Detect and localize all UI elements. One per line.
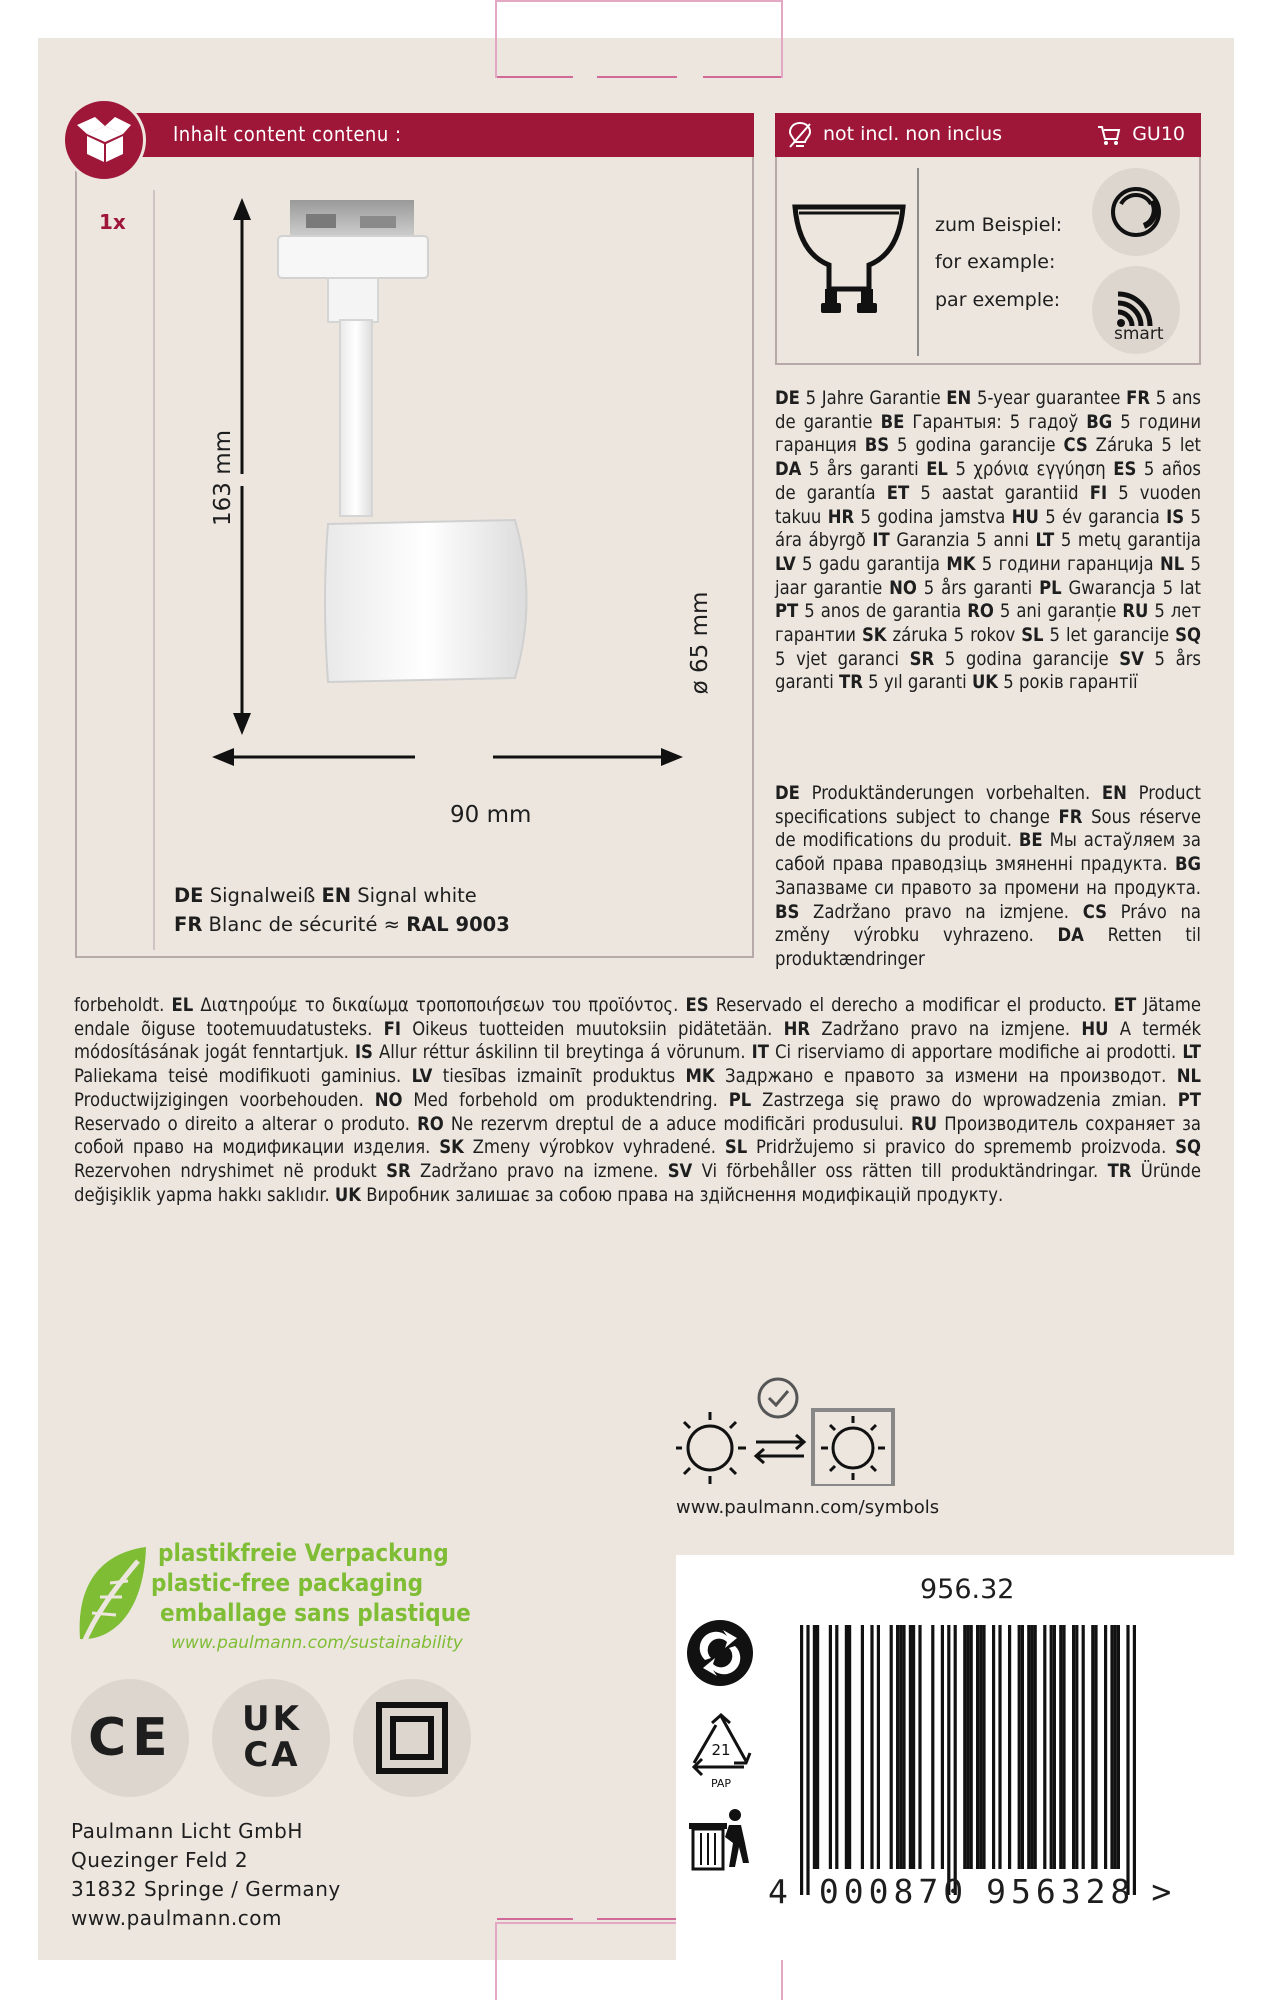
- lang-text: Запазваме си правото за промени на продукта.: [775, 877, 1201, 899]
- lang-code: UK: [334, 1184, 362, 1206]
- barcode-bar: [954, 1625, 957, 1895]
- color-note-line-1: [174, 884, 477, 907]
- lang-code: RU: [1122, 601, 1149, 623]
- barcode-bar: [800, 1625, 803, 1895]
- barcode-bar: [877, 1625, 880, 1869]
- lang-text: Reservado o direito a alterar o produto.: [74, 1113, 418, 1135]
- barcode-bar: [806, 1625, 809, 1895]
- lang-code: SV: [1119, 648, 1144, 670]
- lang-code: FI: [1089, 482, 1108, 504]
- lang-code: NO: [374, 1089, 403, 1111]
- lang-code: HR: [827, 506, 855, 528]
- lang-text: Reservado el derecho a modificar el producto.: [708, 995, 1114, 1016]
- barcode-bar: [979, 1625, 982, 1869]
- lang-text: Виробник залишає за собою права на здійснення модифікацій продукту.: [361, 1184, 1004, 1206]
- lang-code: TR: [1107, 1160, 1132, 1182]
- lang-code: EL: [926, 459, 948, 481]
- lang-text: Právo na změny výrobku vyhrazeno.: [775, 901, 1201, 947]
- quantity: 1x: [99, 210, 126, 234]
- barcode-bar: [902, 1625, 905, 1869]
- lang-text: Záruka 5 let: [1087, 435, 1201, 457]
- lang-text: Med forbehold om produktendring.: [402, 1089, 729, 1111]
- height-label: 163 mm: [210, 429, 236, 527]
- ean-end-mark: >: [1151, 1872, 1177, 1911]
- lang-code: SQ: [1175, 1137, 1201, 1159]
- top-cut-line: [703, 76, 781, 78]
- diameter-label: ø 65 mm: [687, 591, 713, 695]
- address-company: Paulmann Licht GmbH: [71, 1819, 303, 1843]
- content-divider: [153, 190, 155, 950]
- lang-code: DE: [775, 388, 800, 409]
- lang-text: 5 års garanti: [801, 459, 927, 481]
- barcode-bar: [896, 1625, 899, 1869]
- barcode-bar: [982, 1625, 985, 1869]
- lang-text: Üründe değişiklik yapma hakkı saklıdır.: [74, 1160, 1202, 1206]
- lang-code: CS: [1063, 435, 1088, 457]
- barcode-bar: [931, 1625, 934, 1869]
- lang-text: Produktänderungen vorbehalten.: [799, 783, 1102, 804]
- lang-code: SL: [724, 1137, 748, 1159]
- lang-code: NL: [1176, 1066, 1201, 1088]
- barcode-bar: [941, 1625, 944, 1869]
- lang-text: 5 yıl garanti: [862, 672, 972, 694]
- lang-code: SL: [1021, 625, 1044, 647]
- lang-text: Zmeny výrobkov vyhradené.: [463, 1137, 725, 1159]
- lang-code: SR: [909, 648, 935, 670]
- barcode-bar: [970, 1625, 973, 1869]
- lang-text: 5 години гаранция: [775, 411, 1201, 457]
- product-specs-text-continued: [74, 994, 1201, 1207]
- lang-text: 5 godina jamstva: [854, 506, 1012, 528]
- symbols-url[interactable]: www.paulmann.com/symbols: [676, 1497, 940, 1518]
- barcode-bar: [1110, 1625, 1113, 1869]
- barcode-bar: [1050, 1625, 1053, 1869]
- barcode-bar: [1030, 1625, 1033, 1869]
- green-dot-icon: [685, 1618, 755, 1688]
- lang-text: 5-year guarantee: [971, 388, 1127, 409]
- lang-code: EN: [1101, 783, 1127, 804]
- package-box-icon: [62, 98, 146, 182]
- lang-text: Allur réttur áskilinn til breytinga á vörunum.: [372, 1042, 752, 1064]
- barcode-bar: [1018, 1625, 1021, 1869]
- class-ii-icon: [353, 1679, 471, 1797]
- lang-code: SV: [667, 1160, 693, 1182]
- leaf-icon: [72, 1543, 152, 1655]
- barcode-bar: [813, 1625, 816, 1869]
- lang-text: 5 let garancije: [1043, 625, 1176, 647]
- barcode-bar: [1027, 1625, 1030, 1869]
- lang-code: MK: [685, 1066, 715, 1088]
- sustainability-url[interactable]: www.paulmann.com/sustainability: [171, 1633, 463, 1653]
- ean-group-1: 000870: [818, 1872, 969, 1911]
- lang-text: 5 års garanti: [775, 648, 1201, 694]
- barcode-bar: [1059, 1625, 1062, 1869]
- lang-code: DE: [775, 783, 800, 804]
- lang-text: Zadržano pravo na izmjene.: [810, 1018, 1082, 1040]
- lang-text: 5 години гаранција: [975, 553, 1160, 575]
- lang-code: DA: [1057, 925, 1084, 947]
- lang-text: Ci riserviamo di apportare modifiche ai prodotti.: [768, 1042, 1183, 1064]
- ukca-text: UK CA: [242, 1699, 302, 1775]
- lang-text: 5 лет гарантии: [775, 601, 1201, 647]
- eco-line-fr: emballage sans plastique: [160, 1599, 471, 1627]
- lang-text: Zadržano pravo na izmene.: [410, 1160, 668, 1182]
- lang-text: 5 godina garancije: [934, 648, 1120, 670]
- lang-code: CS: [1082, 901, 1107, 923]
- lang-code: SK: [861, 625, 887, 647]
- eco-line-en: plastic-free packaging: [151, 1569, 424, 1597]
- address-website[interactable]: www.paulmann.com: [71, 1906, 282, 1930]
- lang-code: FR: [1058, 806, 1083, 828]
- lang-code: LT: [1182, 1042, 1201, 1064]
- barcode-bar: [1043, 1625, 1046, 1869]
- lang-text: 5 ára ábyrgð: [775, 506, 1201, 552]
- lang-text: 5 vuoden takuu: [775, 482, 1202, 528]
- lang-code: FI: [383, 1018, 401, 1040]
- lang-code: ES: [1113, 459, 1137, 481]
- bulb-header-left: not incl. non inclus: [823, 123, 1003, 145]
- lang-code: IT: [872, 530, 890, 552]
- lang-code: FR: [174, 913, 203, 936]
- lang-code: RO: [967, 601, 994, 623]
- lang-text: tiesības izmainīt produktus: [432, 1066, 686, 1088]
- lang-text: záruka 5 rokov: [886, 625, 1022, 647]
- barcode-bar: [966, 1625, 969, 1869]
- top-cut-line: [497, 76, 573, 78]
- guarantee-text: [775, 387, 1201, 695]
- lang-code: LV: [411, 1066, 433, 1088]
- lang-code: BE: [880, 411, 905, 433]
- article-number: 956.32: [920, 1574, 1015, 1605]
- barcode-bar: [918, 1625, 921, 1869]
- bulb-not-included-icon: [787, 120, 813, 150]
- ukca-mark: [212, 1679, 330, 1797]
- track-spotlight-illustration: [160, 170, 740, 850]
- weee-bin-icon: [689, 1807, 753, 1881]
- swap-arrows-icon: [756, 1435, 804, 1463]
- barcode-bar: [1075, 1625, 1078, 1869]
- bulb-header: [775, 113, 1201, 157]
- lang-code: IS: [354, 1042, 373, 1064]
- check-icon: [759, 1379, 797, 1417]
- barcode-bar: [899, 1625, 902, 1869]
- lang-code: NO: [889, 577, 917, 599]
- lang-text: A termék módosításának jogát fenntartjuk.: [74, 1018, 1201, 1064]
- lang-text: 5 års garanti: [916, 577, 1040, 599]
- lang-code: BG: [1086, 411, 1113, 433]
- address-street: Quezinger Feld 2: [71, 1848, 249, 1872]
- lang-code: NL: [1159, 553, 1185, 575]
- barcode-bar: [1062, 1625, 1065, 1869]
- lang-text: Мы астаўляем за сабой права праводзіць змяненні прадукта.: [775, 830, 1201, 876]
- lang-code: HR: [783, 1018, 811, 1040]
- lang-text: Vi förbehåller oss rätten till produktändringar.: [692, 1160, 1108, 1182]
- lang-text: 5 años de garantía: [775, 459, 1201, 504]
- bulb-socket-type: GU10: [1132, 123, 1185, 145]
- lang-text: 5 jaar garantie: [775, 553, 1201, 599]
- lang-text: 5 Jahre Garantie: [799, 388, 947, 409]
- barcode-bar: [1104, 1625, 1107, 1869]
- lang-code: BE: [1018, 830, 1043, 852]
- address-city: 31832 Springe / Germany: [71, 1877, 341, 1901]
- lang-text: Retten til produktændringer: [775, 925, 1201, 970]
- eco-line-de: plastikfreie Verpackung: [158, 1539, 449, 1567]
- color-text: Signal white: [351, 884, 477, 907]
- lang-code: EN: [946, 388, 972, 409]
- lang-text: 5 ani garanție: [993, 601, 1123, 623]
- example-fr: par exemple:: [935, 289, 1061, 311]
- barcode-bar: [912, 1625, 915, 1869]
- top-cut-line: [597, 76, 677, 78]
- lang-code: PT: [1177, 1089, 1202, 1111]
- barcode-bar: [1082, 1625, 1085, 1869]
- barcode-bar: [1126, 1625, 1129, 1895]
- lang-code: RO: [417, 1113, 444, 1135]
- lang-text: Διατηρούμε το δικαίωμα τροποποιήσεων του προϊόντος.: [193, 995, 686, 1016]
- recycle-icon: [686, 1713, 756, 1793]
- barcode-bar: [992, 1625, 995, 1869]
- lang-text: 5 anos de garantia: [798, 601, 968, 623]
- barcode-bar: [947, 1625, 950, 1895]
- lang-code: PL: [728, 1089, 752, 1111]
- barcode-bar: [835, 1625, 838, 1869]
- barcode-bar: [909, 1625, 912, 1869]
- barcode-bar: [829, 1625, 832, 1869]
- lang-text: Oikeus tuotteiden muutoksiin pidätetään.: [400, 1018, 784, 1040]
- lang-text: 5 χρόνια εγγύηση: [947, 459, 1114, 481]
- lang-text: forbeholdt.: [74, 995, 172, 1016]
- lang-text: 5 év garancia: [1038, 506, 1167, 528]
- ce-mark: [71, 1679, 189, 1797]
- lang-text: Gwarancja 5 lat: [1061, 577, 1201, 599]
- recycle-material: PAP: [710, 1777, 732, 1790]
- smart-label: smart: [1114, 324, 1164, 344]
- ce-text: CE: [88, 1708, 174, 1768]
- lang-text: 5 vjet garanci: [775, 648, 910, 670]
- product-specs-text: [775, 782, 1201, 972]
- example-de: zum Beispiel:: [935, 214, 1063, 236]
- lang-code: ET: [1113, 995, 1137, 1016]
- lang-text: Pridržujemo si pravico do sprememb proizvoda.: [747, 1137, 1176, 1159]
- lang-code: SK: [439, 1137, 464, 1159]
- cart-icon: [1097, 125, 1121, 147]
- content-header: [75, 113, 754, 157]
- lang-code: IS: [1166, 506, 1185, 528]
- barcode-bar: [976, 1625, 979, 1869]
- lang-code: TR: [839, 672, 863, 694]
- lang-code: BS: [775, 901, 800, 923]
- lang-text: Rezervohen ndryshimet në produkt: [74, 1160, 387, 1182]
- sun-icon: [676, 1412, 746, 1484]
- content-header-text: Inhalt content contenu :: [173, 122, 402, 146]
- bottom-cut-line: [597, 1918, 677, 1920]
- barcode-bar: [1094, 1625, 1097, 1869]
- barcode-bar: [848, 1625, 851, 1869]
- lang-code: EN: [321, 884, 352, 907]
- lang-code: PT: [775, 601, 799, 623]
- lang-code: HU: [1081, 1018, 1109, 1040]
- lang-text: 5 років гарантії: [998, 672, 1138, 694]
- lang-text: Гарантыя: 5 гадоў: [904, 411, 1087, 433]
- recycle-number: 21: [711, 1741, 731, 1759]
- barcode-bar: [963, 1625, 966, 1869]
- lang-text: Paliekama teisė modifikuoti gaminius.: [74, 1066, 412, 1088]
- ral-code: RAL 9003: [406, 913, 510, 936]
- barcode-bar: [998, 1625, 1001, 1869]
- lang-text: Productwijzigingen voorbehouden.: [74, 1089, 375, 1111]
- lang-code: BG: [1174, 854, 1201, 876]
- light-symbols-icon: [676, 1376, 906, 1486]
- barcode-bar: [1133, 1625, 1136, 1895]
- lang-text: Zastrzega się prawo do wprowadzenia zmian.: [751, 1089, 1178, 1111]
- lang-text: Product specifications subject to change: [775, 783, 1202, 828]
- bulb-divider: [917, 168, 919, 356]
- barcode-bar: [1053, 1625, 1056, 1869]
- color-text: Signalweiß: [203, 884, 322, 907]
- barcode-bar: [845, 1625, 848, 1869]
- barcode-bar: [1072, 1625, 1075, 1869]
- lang-code: IT: [751, 1042, 769, 1064]
- lang-code: BS: [864, 435, 890, 457]
- lang-code: HU: [1011, 506, 1039, 528]
- example-en: for example:: [935, 251, 1056, 273]
- lang-text: Производитель сохраняет за собой право на модификации изделия.: [74, 1113, 1201, 1159]
- lang-code: DA: [775, 459, 802, 481]
- ean-group-2: 956328: [986, 1872, 1136, 1911]
- barcode-bar: [1021, 1625, 1024, 1869]
- barcode-bar: [1008, 1625, 1011, 1869]
- framed-sun-icon: [813, 1410, 893, 1486]
- ean-first-digit: 4: [768, 1872, 793, 1911]
- barcode-bar: [1091, 1625, 1094, 1869]
- lang-text: Задржано е правото за измени на производот.: [714, 1066, 1177, 1088]
- lang-text: 5 godina garancije: [889, 435, 1064, 457]
- lang-code: MK: [946, 553, 976, 575]
- smart-icon: [1092, 266, 1180, 354]
- lang-code: DE: [174, 884, 204, 907]
- lang-code: FR: [1126, 388, 1151, 409]
- lang-text: Garanzia 5 anni: [889, 530, 1036, 552]
- ean-barcode: [800, 1625, 1170, 1895]
- lang-text: Zadržano pravo na izmjene.: [799, 901, 1083, 923]
- lang-code: SR: [386, 1160, 411, 1182]
- barcode-bar: [861, 1625, 864, 1869]
- lang-text: 5 aastat garantiid: [909, 482, 1090, 504]
- lang-text: Sous réserve de modifications du produit.: [775, 806, 1201, 852]
- lang-code: ES: [685, 995, 709, 1016]
- lang-code: UK: [971, 672, 999, 694]
- lang-code: PL: [1039, 577, 1062, 599]
- dimmable-icon: [1092, 168, 1180, 256]
- lang-code: EL: [171, 995, 194, 1016]
- lang-code: RU: [911, 1113, 938, 1135]
- width-label: 90 mm: [450, 802, 532, 828]
- bottom-cut-line: [497, 1918, 573, 1920]
- lang-code: LV: [775, 553, 796, 575]
- barcode-bar: [1034, 1625, 1037, 1869]
- lang-text: 5 ans de garantie: [775, 388, 1201, 433]
- lang-text: 5 metų garantija: [1054, 530, 1202, 552]
- lang-code: SQ: [1175, 625, 1201, 647]
- lang-text: Ne rezervm dreptul de a aduce modificări produsului.: [443, 1113, 912, 1135]
- top-fold-tab: [495, 0, 783, 78]
- color-text: Blanc de sécurité ≈: [202, 913, 407, 936]
- lang-text: 5 gadu garantija: [795, 553, 947, 575]
- lang-text: Jätame endale õiguse tootemuudatusteks.: [74, 995, 1201, 1040]
- lang-code: LT: [1035, 530, 1055, 552]
- barcode-bar: [816, 1625, 819, 1869]
- barcode-bar: [890, 1625, 893, 1869]
- barcode-bar: [870, 1625, 873, 1869]
- gu10-bulb-icon: [791, 203, 907, 323]
- ean-number: [768, 1872, 1176, 1911]
- barcode-bar: [1114, 1625, 1117, 1869]
- color-note-line-2: [174, 913, 510, 936]
- barcode-bar: [1117, 1625, 1120, 1869]
- lang-code: ET: [886, 482, 910, 504]
